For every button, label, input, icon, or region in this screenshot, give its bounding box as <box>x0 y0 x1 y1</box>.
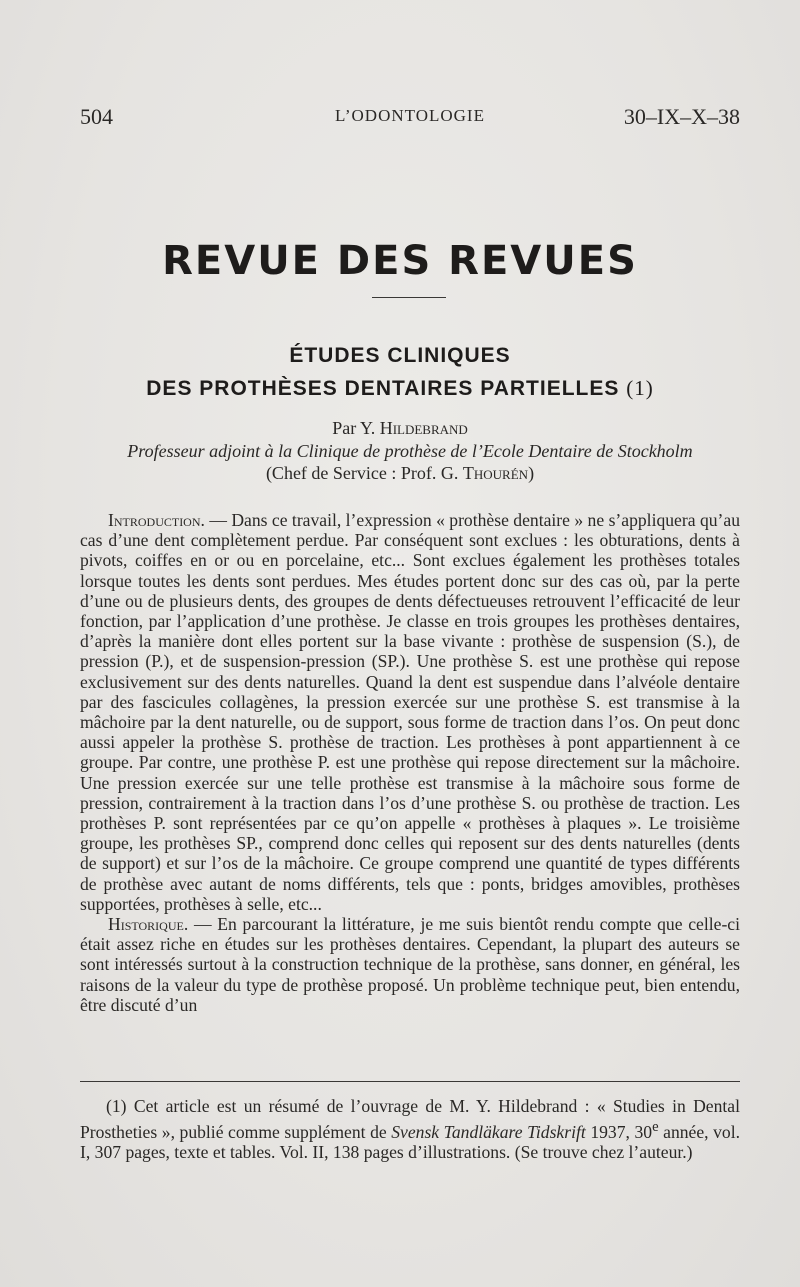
chef-de-service <box>0 463 800 484</box>
footnote-text-3: année, vol. I, 307 pages, texte et tables. Vol. II, 138 pages d’illustrations. (Se trouve chez l’auteur.) <box>80 1121 740 1162</box>
article-body <box>80 510 740 1015</box>
section-title: REVUE DES REVUES <box>162 238 638 284</box>
chef-prefix: (Chef de Service : Prof. G. <box>265 463 459 483</box>
historique-text: — En parcourant la littérature, je me suis bientôt rendu compte que celle-ci était assez riche en études sur les prothèses dentaires. Cependant, la plupart des auteurs se sont intéressés surtout à la construction technique de la prothèse, sans donner, en général, les raisons de la valeur du type de prothèse proposé. Un problème technique peut, bien entendu, être discuté d’un <box>80 914 740 1015</box>
byline <box>0 418 800 439</box>
title-footnote-ref: (1) <box>626 376 654 400</box>
author-name: Hildebrand <box>379 418 468 438</box>
running-header <box>80 104 740 132</box>
article-title-line2-text: DES PROTHÈSES DENTAIRES PARTIELLES <box>146 377 620 400</box>
introduction-text: — Dans ce travail, l’expression « prothèse dentaire » ne s’appliquera qu’au cas d’une dent complètement perdue. Par conséquent sont exclues : les obturations, dents à pivots, coiffes en or ou en porcelaine, etc... Sont exclues également les prothèses totales lorsque toutes les dents sont perdues. Mes études portent donc sur des cas où, par la perte d’une ou de plusieurs dents, des groupes de dents défectueuses retrouvent l’efficacité de leur fonction, par l’application d’une prothèse. Je classe en trois groupes les prothèses dentaires, d’après la manière dont elles portent sur la base vivante : prothèse de suspension (S.), de pression (P.), et de suspension-pression (SP.). Une prothèse S. est une prothèse qui repose exclusivement sur des dents naturelles. Quand la dent est suspendue dans l’alvéole dentaire par des fascicules collagènes, la pression exercée sur une prothèse S. est transmise à la mâchoire par la dent naturelle, ou de support, sous forme de traction dans l’os. On peut donc aussi appeler la prothèse S. prothèse de traction. Les prothèses à pont appartiennent à ce groupe. Par contre, une prothèse P. est une prothèse qui repose directement sur la mâchoire. Une pression exercée sur une telle prothèse est transmise à la mâchoire sous forme de pression, contrairement à la traction dans l’os d’une prothèse S. ou prothèse de traction. Les prothèses P. sont représentées par ce qu’on appelle « prothèses à plaques ». Le troisième groupe, les prothèses SP., comprend donc celles qui reposent sur des dents naturelles (dents de support) et sur l’os de la mâchoire. Ce groupe comprend une quantité de types différents de prothèse avec autant de noms différents, tels que : ponts, bridges amovibles, prothèses supportées, prothèses à selle, etc... <box>80 510 740 914</box>
article-title-line2 <box>0 372 800 405</box>
author-affiliation: Professeur adjoint à la Clinique de prothèse de l’Ecole Dentaire de Stockholm <box>127 441 693 461</box>
footnote-text-2: 1937, 30 <box>585 1121 653 1142</box>
byline-prefix: Par Y. <box>332 418 376 438</box>
chef-suffix: ) <box>528 463 535 483</box>
journal-name: L’ODONTOLOGIE <box>335 106 485 125</box>
footnote-text-1: (1) Cet article est un résumé de l’ouvrage de M. Y. Hildebrand : « Studies in Dental Prostheties », publié comme supplément de <box>80 1096 740 1142</box>
footnote-superscript: e <box>652 1118 659 1135</box>
introduction-label: Introduction. <box>108 510 205 530</box>
introduction-paragraph <box>80 510 740 914</box>
footnote <box>80 1096 740 1162</box>
title-divider <box>372 297 446 298</box>
historique-label: Historique. <box>108 914 189 935</box>
footnote-journal-title: Svensk Tandläkare Tidskrift <box>391 1121 586 1142</box>
footnote-divider <box>80 1081 740 1082</box>
historique-paragraph <box>80 914 740 1015</box>
page-number: 504 <box>80 104 113 129</box>
issue-date: 30–IX–X–38 <box>623 104 740 129</box>
article-title-line1: ÉTUDES CLINIQUES <box>289 344 511 367</box>
chef-name: Thourén <box>462 463 529 483</box>
article-title <box>0 340 800 405</box>
